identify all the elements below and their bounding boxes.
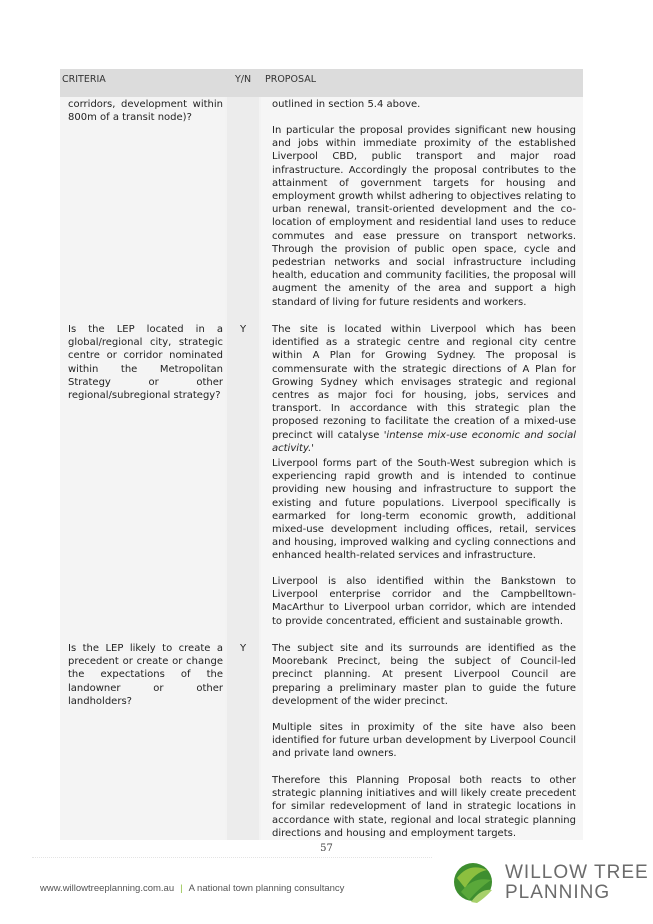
yn-column [227,69,259,840]
header-criteria: CRITERIA [62,74,106,85]
row1-para2: In particular the proposal provides significant new housing and jobs within immediate proximity of the established Liverpool CBD, public transport and major road infrastructure. Accordingly the proposal contributes to the attainment of government targets for housing and employment growth whilst adhering to objectives relating to urban renewal, transit-oriented development and the co-location of employment and residential land uses to reduce commutes and ease pressure on transport networks. Through the provision of public open space, cycle and pedestrian networks and social infrastructure including health, education and community facilities, the proposal will augment the amenity of the area and support a high standard of living for future residents and workers. [272,125,576,308]
footer-url[interactable]: www.willowtreeplanning.com.au [40,883,175,894]
footer-tagline: A national town planning consultancy [188,883,345,894]
logo-wordmark-line1: WILLOW TREE [505,862,649,883]
row1-criteria: corridors, development within 800m of a transit node)? [68,99,223,124]
divider [32,857,432,863]
row2-yn: Y [239,324,247,335]
logo-wordmark-line2: PLANNING [505,882,611,903]
criteria-table [60,69,583,840]
row2-para1-quote: 'intense mix-use economic and social activity.' [272,429,576,454]
table-header [60,69,583,97]
footer-separator: | [180,883,183,894]
header-yn: Y/N [235,74,252,85]
row2-para2: Liverpool forms part of the South-West subregion which is experiencing rapid growth and is intended to continue providing new housing and infrastructure to support the existing and future populations. Liverpool specifically is earmarked for long-term economic growth, additional mixed-use development including offices, retail, services and housing, improved walking and cycling connections and enhanced health-related services and infrastructure. [272,458,576,562]
footer [40,883,344,894]
row2-para1-main: The site is located within Liverpool which has been identified as a strategic centre and regional city centre within A Plan for Growing Sydney. The proposal is commensurate with the strategic directions of A Plan for Growing Sydney which envisages strategic and regional centres as major foci for housing, jobs, services and transport. In accordance with this strategic plan the proposed rezoning to facilitate the creation of a mixed-use precinct will catalyse [272,324,576,441]
page-number: 57 [320,843,333,854]
row3-para2: Multiple sites in proximity of the site have also been identified for future urban development by Liverpool Council and private land owners. [272,722,576,760]
row3-yn: Y [239,643,247,654]
row2-para3: Liverpool is also identified within the Bankstown to Liverpool enterprise corridor and the Campbelltown-MacArthur to Liverpool urban corridor, which are intended to provide concentrated, efficient and sustainable growth. [272,576,576,627]
row3-criteria: Is the LEP likely to create a precedent or create or change the expectations of the landowner or other landholders? [68,643,223,707]
row3-para1: The subject site and its surrounds are identified as the Moorebank Precinct, being the subject of Council-led precinct planning. At present Liverpool Council are preparing a preliminary master plan to guide the future development of the wider precinct. [272,643,576,707]
header-proposal: PROPOSAL [265,74,317,85]
criteria-column [60,69,225,840]
row1-para1: outlined in section 5.4 above. [272,99,421,110]
row2-para1 [272,323,576,455]
row2-criteria: Is the LEP located in a global/regional city, strategic centre or corridor nominated within the Metropolitan Strategy or other regional/subregional strategy? [68,324,223,402]
row3-para3: Therefore this Planning Proposal both reacts to other strategic planning initiatives and will likely create precedent for similar redevelopment of land in strategic locations in accordance with state, regional and local strategic planning directions and housing and employment targets. [272,775,576,839]
